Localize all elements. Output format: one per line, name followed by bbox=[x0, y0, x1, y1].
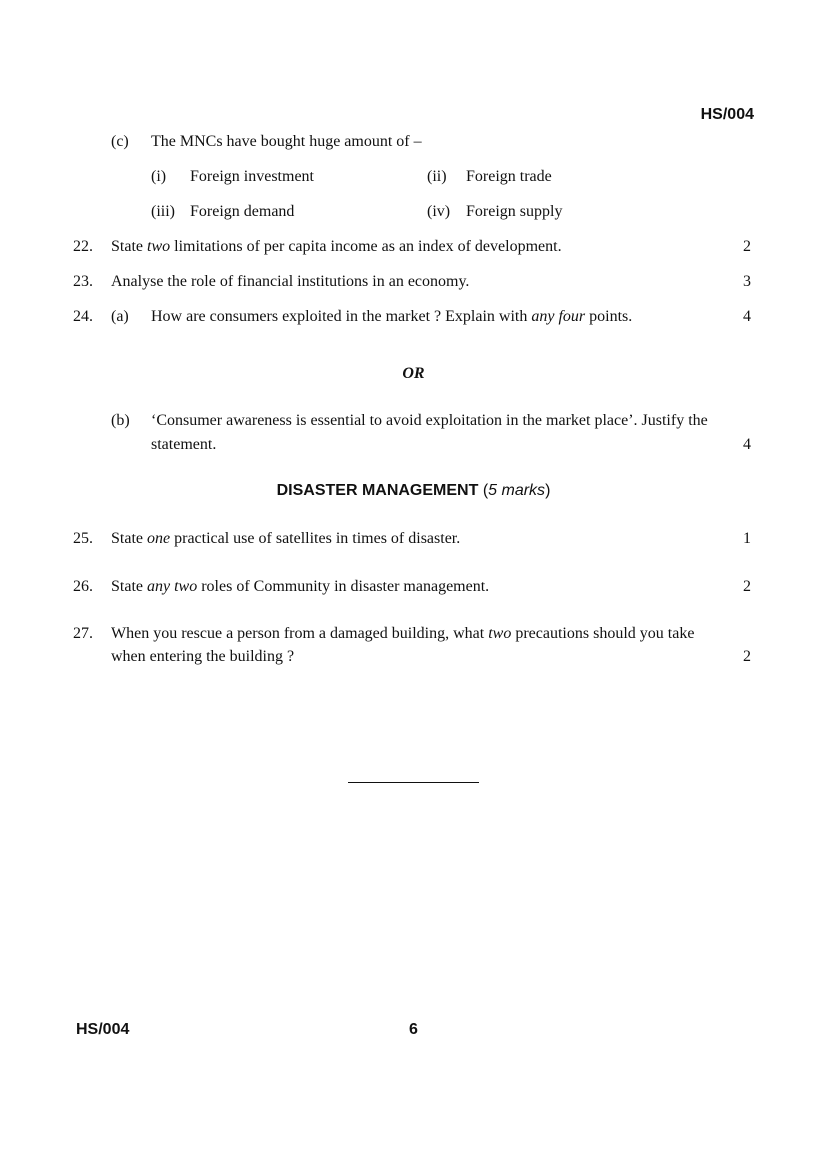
page-number: 6 bbox=[409, 1021, 418, 1038]
question-number: 22. bbox=[73, 238, 93, 255]
option-text: Foreign investment bbox=[190, 168, 314, 185]
question-text: State two limitations of per capita income as an index of development. bbox=[111, 238, 562, 255]
q21c-label: (c) bbox=[111, 133, 129, 150]
section-heading: DISASTER MANAGEMENT (5 marks) bbox=[276, 482, 551, 499]
option-label: (ii) bbox=[427, 168, 447, 185]
question-number: 26. bbox=[73, 578, 93, 595]
question-text: State any two roles of Community in disaster management. bbox=[111, 578, 490, 595]
option-text: Foreign demand bbox=[190, 203, 295, 220]
question-text: ‘Consumer awareness is essential to avoid exploitation in the market place’. Justify the bbox=[151, 412, 708, 429]
question-marks: 4 bbox=[743, 436, 751, 453]
question-number: 25. bbox=[73, 530, 93, 547]
question-marks: 2 bbox=[743, 578, 751, 595]
q24b-label: (b) bbox=[111, 412, 130, 429]
option-text: Foreign trade bbox=[466, 168, 552, 185]
question-text-continued: when entering the building ? bbox=[111, 648, 295, 665]
question-marks: 2 bbox=[743, 648, 751, 665]
option-label: (iii) bbox=[151, 203, 175, 220]
question-text: When you rescue a person from a damaged building, what two precautions should you take bbox=[111, 625, 695, 642]
question-marks: 3 bbox=[743, 273, 751, 290]
q24a-label: (a) bbox=[111, 308, 129, 325]
question-marks: 1 bbox=[743, 530, 751, 547]
question-number: 24. bbox=[73, 308, 93, 325]
question-text: How are consumers exploited in the market ? Explain with any four points. bbox=[151, 308, 633, 325]
option-label: (i) bbox=[151, 168, 167, 185]
header-paper-code: HS/004 bbox=[700, 106, 754, 123]
footer-paper-code: HS/004 bbox=[76, 1021, 130, 1038]
or-divider: OR bbox=[402, 365, 425, 382]
question-text: State one practical use of satellites in times of disaster. bbox=[111, 530, 461, 547]
question-marks: 2 bbox=[743, 238, 751, 255]
question-text-continued: statement. bbox=[151, 436, 217, 453]
q21c-stem: The MNCs have bought huge amount of – bbox=[151, 133, 422, 150]
question-marks: 4 bbox=[743, 308, 751, 325]
question-text: Analyse the role of financial institutions in an economy. bbox=[111, 273, 470, 290]
option-text: Foreign supply bbox=[466, 203, 563, 220]
question-number: 27. bbox=[73, 625, 93, 642]
question-number: 23. bbox=[73, 273, 93, 290]
end-of-paper-rule bbox=[348, 782, 479, 783]
option-label: (iv) bbox=[427, 203, 451, 220]
